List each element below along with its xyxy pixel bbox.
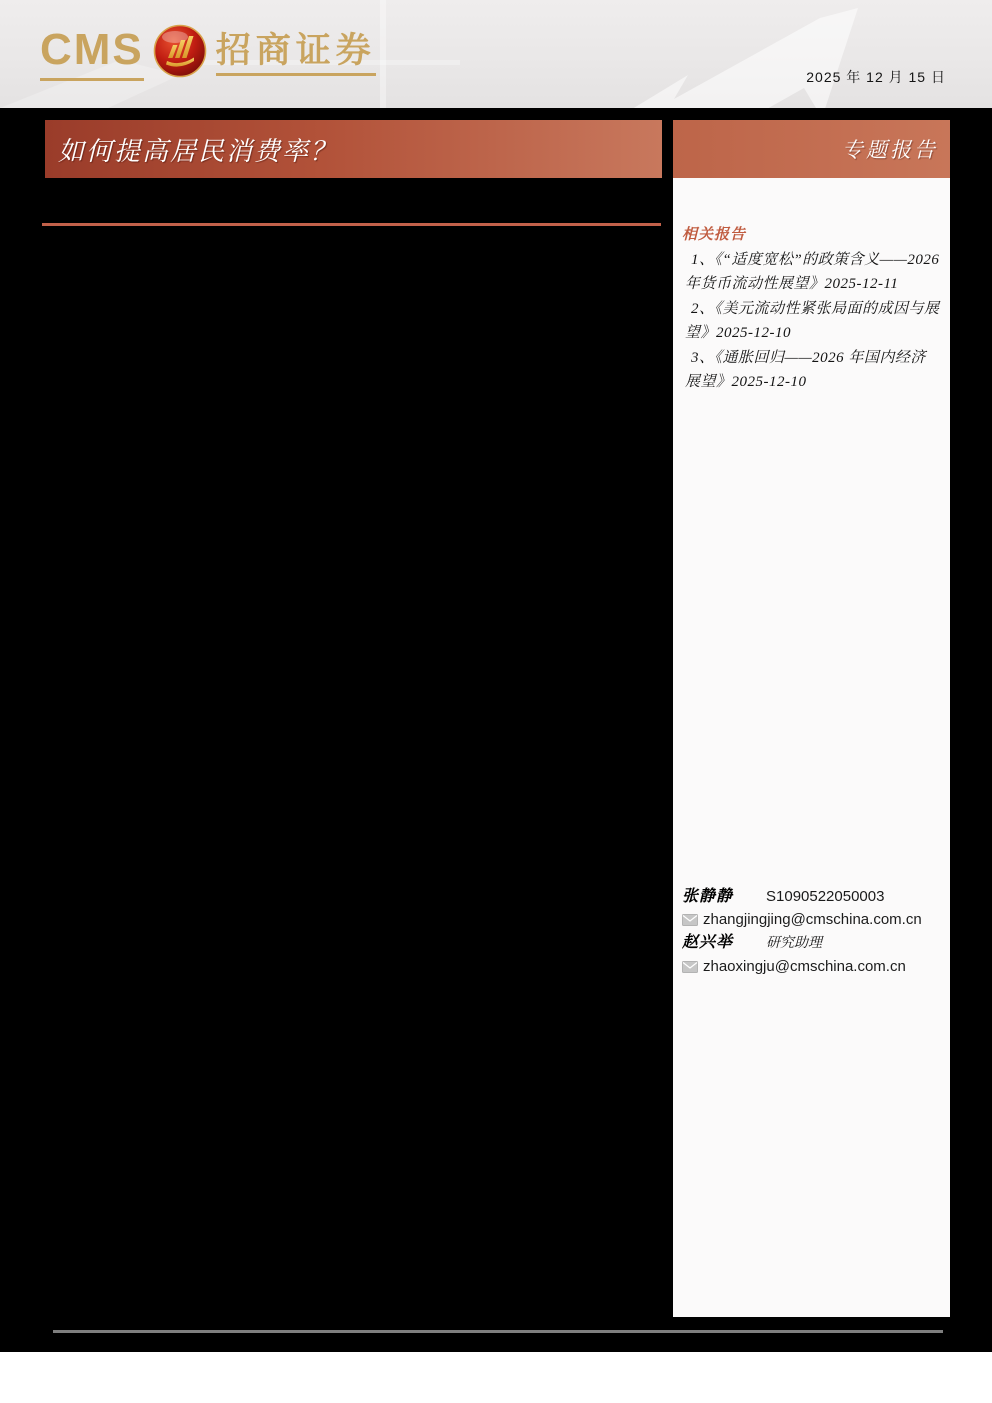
sidebar-panel (673, 178, 950, 1317)
report-title: 如何提高居民消费率？ (58, 136, 339, 166)
analyst-email-row (682, 955, 944, 978)
envelope-icon (682, 961, 698, 973)
report-type-label: 专题报告 (842, 138, 938, 162)
related-report-item[interactable]: 3、《通胀回归——2026 年国内经济展望》2025-12-10 (685, 350, 926, 390)
analyst-row (682, 885, 944, 908)
brand-cms-text: CMS (40, 28, 144, 81)
related-report-item[interactable]: 2、《美元流动性紧张局面的成因与展望》2025-12-10 (685, 301, 940, 341)
analyst-cert-number: S1090522050003 (766, 888, 885, 905)
analyst-name: 张静静 (682, 888, 734, 905)
footer-divider-line (53, 1330, 943, 1333)
analyst-row (682, 931, 944, 955)
page-body (0, 108, 992, 1352)
analyst-email-row (682, 908, 944, 931)
report-title-banner (45, 120, 662, 178)
analyst-email[interactable]: zhangjingjing@cmschina.com.cn (703, 911, 922, 928)
analyst-role: 研究助理 (766, 936, 822, 951)
related-report-item[interactable]: 1、《“适度宽松”的政策含义——2026 年货币流动性展望》2025-12-11 (685, 252, 940, 292)
analyst-email[interactable]: zhaoxingju@cmschina.com.cn (703, 958, 906, 975)
analyst-block (682, 885, 944, 978)
related-reports-heading: 相关报告 (682, 227, 747, 243)
cms-logo-icon (153, 24, 207, 78)
brand-logo (40, 22, 376, 86)
brand-company-name: 招商证券 (216, 32, 376, 76)
envelope-icon (682, 914, 698, 926)
analyst-name: 赵兴举 (682, 934, 734, 951)
page-header (0, 0, 992, 108)
page-footer (0, 1352, 992, 1403)
report-type-badge (673, 120, 950, 178)
title-separator-line (42, 223, 661, 226)
report-date: 2025 年 12 月 15 日 (806, 69, 946, 85)
related-reports-list (685, 248, 941, 394)
